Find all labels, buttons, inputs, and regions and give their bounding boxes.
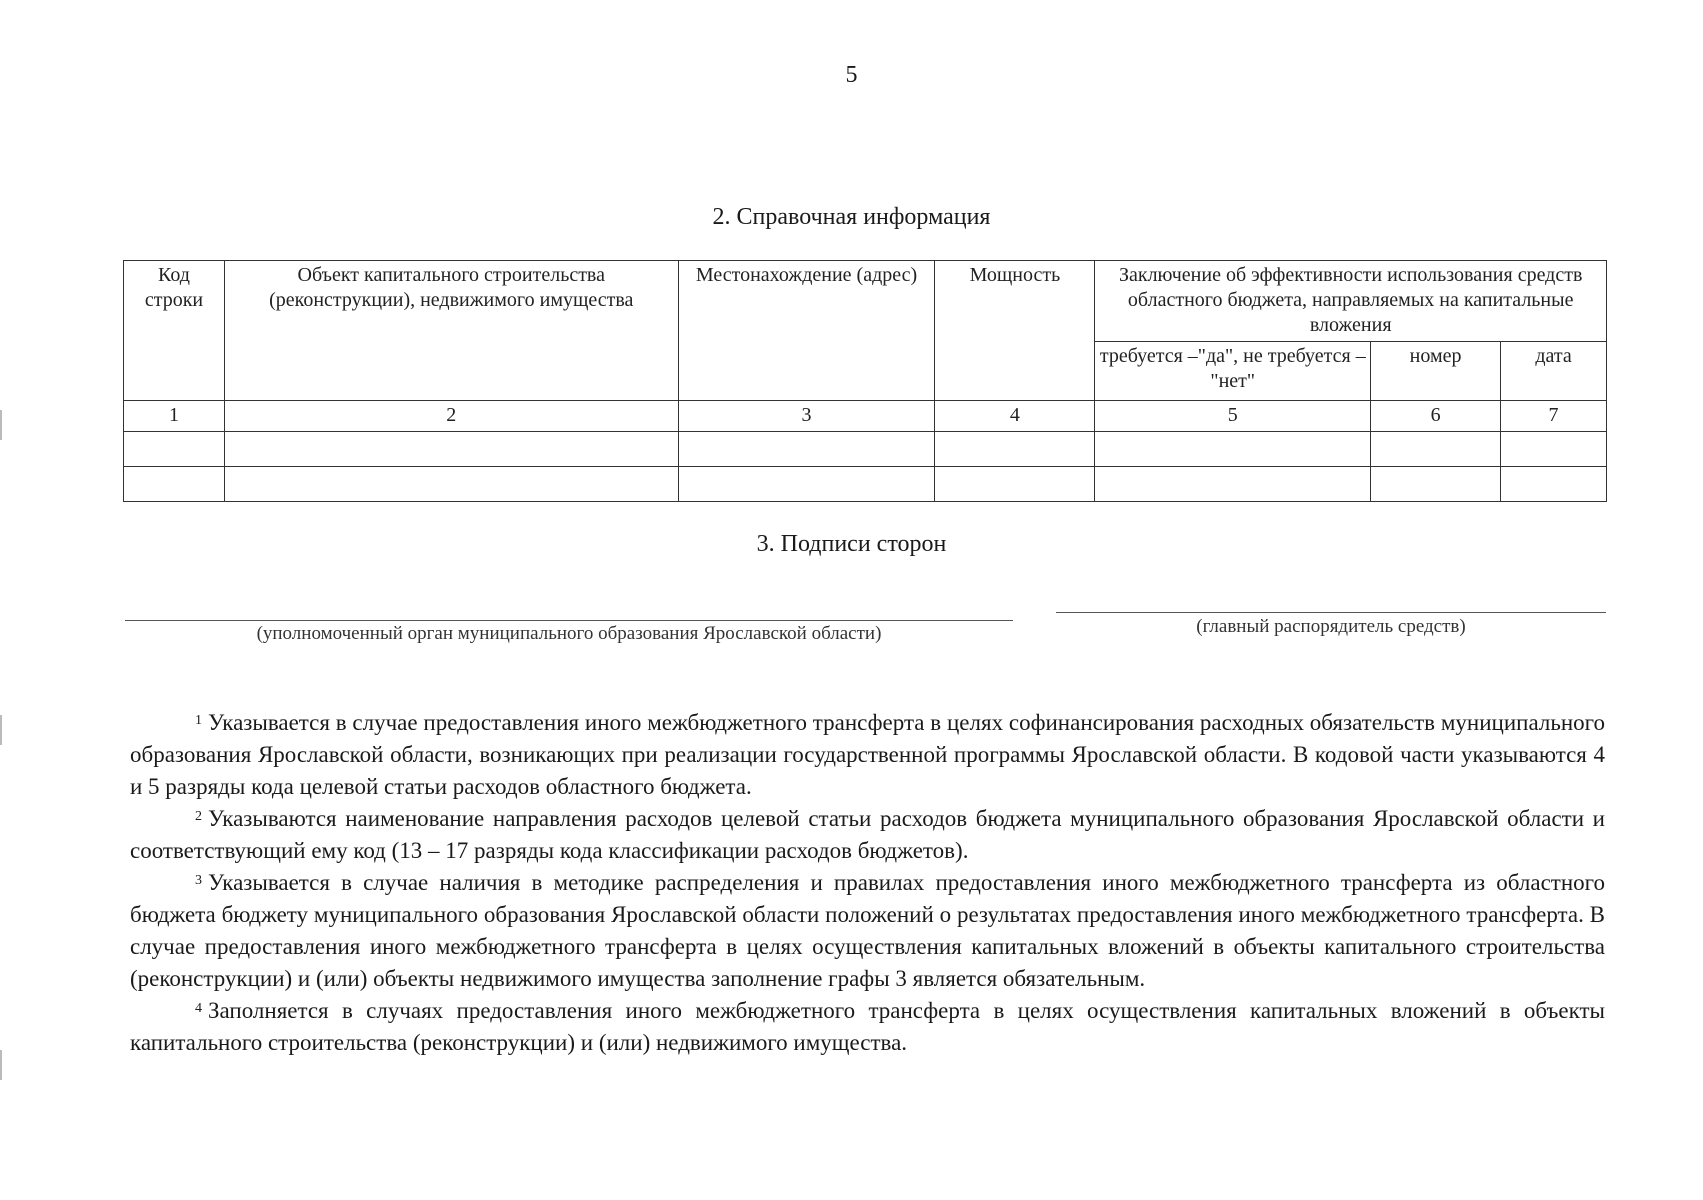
scan-edge-mark [0,410,2,440]
column-number: 5 [1095,401,1371,432]
empty-cell [1095,467,1371,502]
table-header-row [124,261,1607,342]
footnote-mark: 2 [195,809,202,824]
empty-cell [1501,467,1607,502]
empty-cell [1371,432,1501,467]
empty-cell [124,467,225,502]
empty-cell [1095,432,1371,467]
column-number: 7 [1501,401,1607,432]
empty-cell [678,467,935,502]
empty-cell [124,432,225,467]
header-capacity: Мощность [935,261,1095,401]
scan-edge-mark [0,715,2,745]
empty-cell [1501,432,1607,467]
footnote-mark: 4 [195,1001,202,1016]
signature-caption-left: (уполномоченный орган муниципального образования Ярославской области) [256,623,882,644]
column-number: 3 [678,401,935,432]
signature-line-left [125,620,1013,621]
footnote-text: Заполняется в случаях предоставления иного межбюджетного трансферта в целях осуществления капитальных вложений в объекты капитального строительства (реконструкции) и (или) недвижимого имущества. [130,998,1605,1055]
empty-cell [678,432,935,467]
header-conclusion: Заключение об эффективности использования средств областного бюджета, направляемых на капитальные вложения [1095,261,1607,342]
footnote [130,867,1605,995]
header-required: требуется –"да", не требуется – "нет" [1095,342,1371,401]
header-date: дата [1501,342,1607,401]
signature-line-right [1056,612,1606,613]
signature-caption-right: (главный распорядитель средств) [1196,616,1466,637]
column-number: 4 [935,401,1095,432]
table-row [124,432,1607,467]
column-number: 6 [1371,401,1501,432]
footnotes [130,707,1605,1059]
section-title-reference-info: 2. Справочная информация [712,204,991,230]
empty-cell [224,467,678,502]
empty-cell [935,432,1095,467]
footnote-text: Указывается в случае предоставления иного межбюджетного трансферта в целях софинансирования расходных обязательств муниципального образования Ярославской области, возникающих при реализации государственной программы Ярославской области. В кодовой части указываются 4 и 5 разряды кода целевой статьи расходов областного бюджета. [130,710,1605,799]
header-number: номер [1371,342,1501,401]
empty-cell [935,467,1095,502]
scan-edge-mark [0,1050,2,1080]
reference-info-table [123,260,1607,502]
empty-cell [1371,467,1501,502]
page-number: 5 [845,62,858,88]
header-object: Объект капитального строительства (реконструкции), недвижимого имущества [224,261,678,401]
footnote-mark: 3 [195,873,202,888]
footnote-text: Указывается в случае наличия в методике распределения и правилах предоставления иного межбюджетного трансферта из областного бюджета бюджету муниципального образования Ярославской области положений о результатах предоставления иного межбюджетного трансферта. В случае предоставления иного межбюджетного трансферта в целях осуществления капитальных вложений в объекты капитального строительства (реконструкции) и (или) объекты недвижимого имущества заполнение графы 3 является обязательным. [130,870,1605,991]
table-row [124,467,1607,502]
footnote [130,707,1605,803]
footnote [130,803,1605,867]
column-number-row [124,401,1607,432]
column-number: 2 [224,401,678,432]
header-code: Код строки [124,261,225,401]
header-location: Местонахождение (адрес) [678,261,935,401]
empty-cell [224,432,678,467]
column-number: 1 [124,401,225,432]
footnote [130,995,1605,1059]
section-title-signatures: 3. Подписи сторон [756,531,947,557]
footnote-mark: 1 [195,713,202,728]
footnote-text: Указываются наименование направления расходов целевой статьи расходов бюджета муниципального образования Ярославской области и соответствующий ему код (13 – 17 разряды кода классификации расходов бюджетов). [130,806,1605,863]
